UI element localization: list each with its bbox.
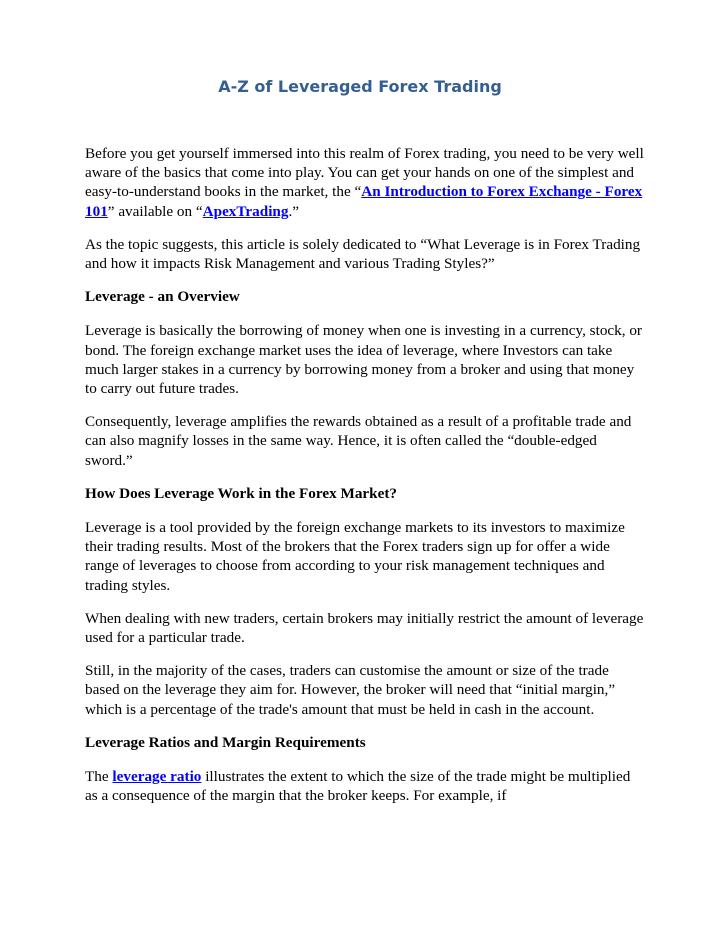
how-paragraph-1: Leverage is a tool provided by the foreign exchange markets to its investors to maximize their trading results. Most of the brokers that the Forex traders sign up for offer a wide range of leverages to choose from according to your risk management techniques and trading styles. bbox=[85, 519, 625, 594]
ratios-paragraph bbox=[85, 767, 645, 805]
overview-paragraph-1: Leverage is basically the borrowing of money when one is investing in a currency, stock, or bond. The foreign exchange market uses the idea of leverage, where Investors can take much larger stakes in a currency by borrowing money from a broker and using that money to carry out future trades. bbox=[85, 322, 642, 398]
ratios-text-1: The bbox=[85, 768, 113, 786]
leverage-ratio-link[interactable]: leverage ratio bbox=[112, 768, 202, 786]
ratios-text-2: illustrates the extent to which the size of the trade might be multiplied as a consequence of the margin that the broker keeps. For example, if bbox=[85, 768, 631, 805]
how-paragraph-2: When dealing with new traders, certain brokers may initially restrict the amount of leverage used for a particular trade. bbox=[85, 609, 644, 647]
page-title: A-Z of Leveraged Forex Trading bbox=[218, 77, 502, 96]
document-body bbox=[85, 144, 645, 819]
apextrading-link[interactable]: ApexTrading bbox=[202, 202, 289, 220]
intro-paragraph bbox=[85, 144, 645, 221]
intro-text-2: ” available on “ bbox=[107, 202, 203, 220]
intro-text-1: Before you get yourself immersed into this realm of Forex trading, you need to be very well aware of the basics that come into play. You can get your hands on one of the simplest and easy-to-understand books in the market, the “ bbox=[85, 145, 644, 201]
topic-paragraph: As the topic suggests, this article is solely dedicated to “What Leverage is in Forex Trading and how it impacts Risk Management and various Trading Styles?” bbox=[85, 235, 641, 273]
forex-101-link[interactable]: An Introduction to Forex Exchange - Forex 101 bbox=[85, 183, 643, 220]
intro-text-3: .” bbox=[288, 202, 299, 220]
heading-leverage-overview: Leverage - an Overview bbox=[85, 288, 240, 306]
heading-leverage-ratios: Leverage Ratios and Margin Requirements bbox=[85, 733, 366, 751]
heading-how-leverage-works: How Does Leverage Work in the Forex Market? bbox=[85, 484, 397, 502]
how-paragraph-3: Still, in the majority of the cases, traders can customise the amount or size of the trade based on the leverage they aim for. However, the broker will need that “initial margin,” which is a percentage of the trade's amount that must be held in cash in the account. bbox=[85, 662, 616, 718]
overview-paragraph-2: Consequently, leverage amplifies the rewards obtained as a result of a profitable trade and can also magnify losses in the same way. Hence, it is often called the “double-edged sword.” bbox=[85, 413, 632, 469]
